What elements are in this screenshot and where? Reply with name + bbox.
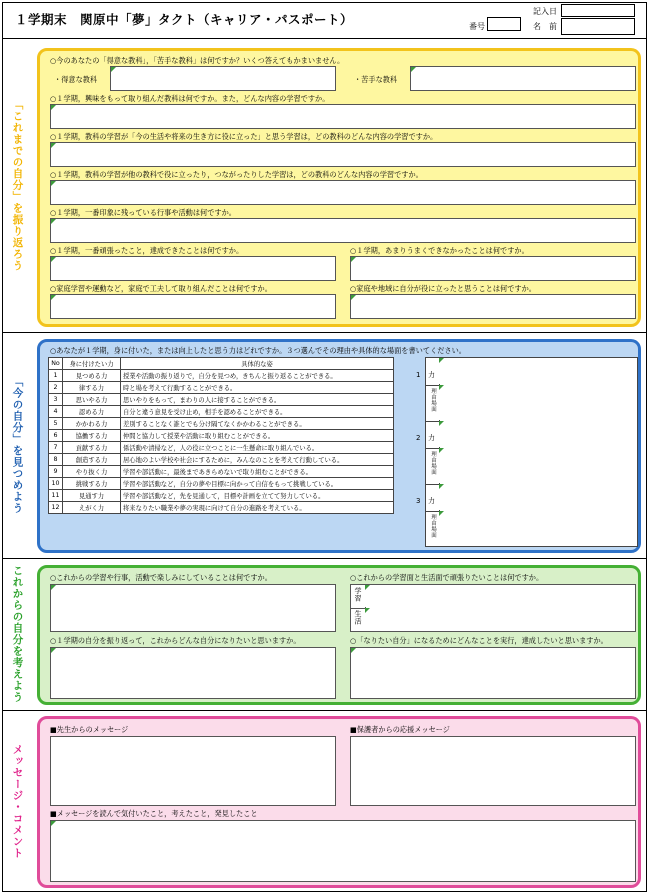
ability-row bbox=[49, 442, 394, 454]
choice-3-power-field[interactable] bbox=[439, 484, 637, 510]
section-present-title: 「今の自分」を見つめよう bbox=[11, 376, 24, 514]
choice-1-power-field[interactable] bbox=[439, 358, 637, 384]
number-field[interactable] bbox=[487, 17, 521, 31]
life-effort-field[interactable] bbox=[365, 608, 635, 631]
study-effort-field[interactable] bbox=[365, 585, 635, 607]
community-answer[interactable] bbox=[350, 294, 636, 319]
ability-number: 9 bbox=[49, 466, 63, 478]
ability-name: やり抜く力 bbox=[63, 466, 121, 478]
choice-1-reason-label: 理由場面 bbox=[430, 388, 436, 412]
ability-description: 時と場を考えて行動することができる。 bbox=[121, 382, 394, 394]
choice-3-reason-label: 理由場面 bbox=[430, 514, 436, 538]
choice-1-power-label: 力 bbox=[428, 371, 435, 379]
ability-number: 6 bbox=[49, 430, 63, 442]
home-answer[interactable] bbox=[50, 294, 336, 319]
not-good-answer[interactable] bbox=[350, 256, 636, 281]
reflection-panel bbox=[37, 48, 641, 327]
useful-answer[interactable] bbox=[50, 142, 636, 167]
q-not-good: ○１学期，あまりうまくできなかったことは何ですか。 bbox=[350, 246, 529, 255]
ability-name: かかわる力 bbox=[63, 418, 121, 430]
reflection-field[interactable] bbox=[50, 820, 636, 882]
ability-number: 4 bbox=[49, 406, 63, 418]
q-useful: ○１学期，教科の学習が「今の生活や将来の生き方に役に立った」と思う学習は，どの教科のどんな内容の学習ですか。 bbox=[50, 132, 438, 141]
good-subject-field[interactable] bbox=[110, 66, 336, 91]
future-answer[interactable] bbox=[50, 584, 336, 632]
ability-description: 授業や活動の振り返りで，自分を見つめ，きちんと振り返ることができる。 bbox=[121, 370, 394, 382]
ability-name: 貢献する力 bbox=[63, 442, 121, 454]
parent-message-label: ■保護者からの応援メッセージ bbox=[350, 725, 450, 734]
ability-row bbox=[49, 502, 394, 514]
ability-description: 学習や部活動など，自分の夢や目標に向かって自信をもって挑戦している。 bbox=[121, 478, 394, 490]
become-answer[interactable] bbox=[50, 647, 336, 699]
teacher-message-field[interactable] bbox=[50, 736, 336, 806]
q-event: ○１学期，一番印象に残っている行事や活動は何ですか。 bbox=[50, 208, 236, 217]
ability-row bbox=[49, 454, 394, 466]
ability-name: えがく力 bbox=[63, 502, 121, 514]
ability-description: 学習や部活動に，最後まであきらめないで取り組むことができる。 bbox=[121, 466, 394, 478]
ability-description: 係活動や清掃など，人の役に立つことに一生懸命に取り組んでいる。 bbox=[121, 442, 394, 454]
good-subject-label: ・得意な教科 bbox=[54, 75, 98, 84]
ability-number: 12 bbox=[49, 502, 63, 514]
ability-name: 協働する力 bbox=[63, 430, 121, 442]
header bbox=[3, 3, 646, 39]
career-passport-sheet bbox=[2, 2, 647, 892]
choice-2-power-field[interactable] bbox=[439, 421, 637, 447]
name-field[interactable] bbox=[561, 18, 635, 35]
ability-row bbox=[49, 430, 394, 442]
choice-3-number: 3 bbox=[416, 497, 421, 505]
ability-row bbox=[49, 418, 394, 430]
ability-number: 11 bbox=[49, 490, 63, 502]
ability-row bbox=[49, 382, 394, 394]
name-label: 名 前 bbox=[533, 22, 557, 31]
ability-number: 1 bbox=[49, 370, 63, 382]
q-subjects: ○今のあなたの「得意な教科」，「苦手な教科」は何ですか？いくつ答えてもかまいません。 bbox=[50, 56, 345, 65]
section-reflection-title: 「これまでの自分」を振り返ろう bbox=[11, 99, 24, 272]
parent-message-field[interactable] bbox=[350, 736, 636, 806]
choice-2-reason-label: 理由場面 bbox=[430, 451, 436, 475]
ability-number: 5 bbox=[49, 418, 63, 430]
ability-name: 認める力 bbox=[63, 406, 121, 418]
bad-subject-label: ・苦手な教科 bbox=[354, 75, 398, 84]
interest-answer[interactable] bbox=[50, 104, 636, 129]
q-abilities: ○あなたが１学期，身に付いた，または向上したと思う力はどれですか。３つ選んでその理由や具体的な場面を書いてください。 bbox=[50, 346, 466, 355]
study-label: 学習 bbox=[354, 587, 362, 602]
q-future: ○これからの学習や行事，活動で楽しみにしていることは何ですか。 bbox=[50, 573, 272, 582]
ability-number: 3 bbox=[49, 394, 63, 406]
section-reflection bbox=[3, 40, 646, 333]
achieve-answer[interactable] bbox=[350, 647, 636, 699]
q-home: ○家庭学習や運動など，家庭で工夫して取り組んだことは何ですか。 bbox=[50, 284, 272, 293]
best-answer[interactable] bbox=[50, 256, 336, 281]
q-connected: ○１学期，教科の学習が他の教科で役に立ったり，つながったりした学習は，どの教科のどんな内容の学習ですか。 bbox=[50, 170, 423, 179]
messages-panel bbox=[37, 716, 641, 888]
choice-3-reason-field[interactable] bbox=[439, 511, 637, 546]
date-field[interactable] bbox=[561, 4, 635, 17]
ability-name: 律する力 bbox=[63, 382, 121, 394]
page-title: １学期末 関原中「夢」タクト（キャリア・パスポート） bbox=[15, 12, 354, 27]
ability-row bbox=[49, 478, 394, 490]
ability-number: 7 bbox=[49, 442, 63, 454]
ability-description: 差別することなく誰とでも分け隔てなくかかわることができる。 bbox=[121, 418, 394, 430]
section-future bbox=[3, 559, 646, 711]
choice-2-power-label: 力 bbox=[428, 434, 435, 442]
connected-answer[interactable] bbox=[50, 180, 636, 205]
section-future-title: これからの自分を考えよう bbox=[11, 565, 24, 703]
q-best: ○１学期，一番頑張ったこと，達成できたことは何ですか。 bbox=[50, 246, 244, 255]
ability-name: 挑戦する力 bbox=[63, 478, 121, 490]
section-messages-title: メッセージ・コメント bbox=[11, 743, 24, 859]
choice-2-reason-field[interactable] bbox=[439, 448, 637, 483]
date-label: 記入日 bbox=[533, 7, 557, 16]
q-achieve: ○「なりたい自分」になるためにどんなことを実行，達成したいと思いますか。 bbox=[350, 636, 608, 645]
col-ability: 身に付けたい力 bbox=[63, 358, 121, 370]
section-messages bbox=[3, 711, 646, 891]
col-description: 具体的な姿 bbox=[121, 358, 394, 370]
q-interest: ○１学期，興味をもって取り組んだ教科は何ですか。また，どんな内容の学習ですか。 bbox=[50, 94, 330, 103]
ability-name: 思いやる力 bbox=[63, 394, 121, 406]
ability-row bbox=[49, 370, 394, 382]
ability-row bbox=[49, 394, 394, 406]
ability-description: 思いやりをもって，まわりの人に接することができる。 bbox=[121, 394, 394, 406]
ability-row bbox=[49, 466, 394, 478]
ability-row bbox=[49, 406, 394, 418]
event-answer[interactable] bbox=[50, 218, 636, 243]
present-panel bbox=[37, 339, 641, 553]
future-panel bbox=[37, 565, 641, 705]
col-no: No bbox=[49, 358, 63, 370]
ability-description: 自分と違う意見を受け止め，相手を認めることができる。 bbox=[121, 406, 394, 418]
q-effort: ○これからの学習面と生活面で頑張りたいことは何ですか。 bbox=[350, 573, 544, 582]
ability-description: 仲間と協力して授業や活動に取り組むことができる。 bbox=[121, 430, 394, 442]
choice-1-number: 1 bbox=[416, 371, 421, 379]
q-community: ○家庭や地域に自分が役に立ったと思うことは何ですか。 bbox=[350, 284, 536, 293]
choice-1-reason-field[interactable] bbox=[439, 385, 637, 420]
bad-subject-field[interactable] bbox=[410, 66, 636, 91]
teacher-message-label: ■先生からのメッセージ bbox=[50, 725, 129, 734]
reflection-label: ■メッセージを読んで気付いたこと，考えたこと，発見したこと bbox=[50, 809, 258, 818]
ability-row bbox=[49, 490, 394, 502]
ability-name: 創造する力 bbox=[63, 454, 121, 466]
section-present bbox=[3, 333, 646, 559]
ability-name: 見つめる力 bbox=[63, 370, 121, 382]
q-become: ○１学期の自分を振り返って，これからどんな自分になりたいと思いますか。 bbox=[50, 636, 301, 645]
ability-description: 将来なりたい職業や夢の実現に向けて自分の進路を考えている。 bbox=[121, 502, 394, 514]
ability-description: 学習や部活動など，先を見通して，目標や計画を立てて努力している。 bbox=[121, 490, 394, 502]
ability-number: 2 bbox=[49, 382, 63, 394]
ability-description: 居心地のよい学校や社会にするために，みんなのことを考えて行動している。 bbox=[121, 454, 394, 466]
choice-3-power-label: 力 bbox=[428, 497, 435, 505]
number-label: 番号 bbox=[469, 22, 485, 31]
ability-name: 見通す力 bbox=[63, 490, 121, 502]
ability-number: 8 bbox=[49, 454, 63, 466]
ability-number: 10 bbox=[49, 478, 63, 490]
choice-2-number: 2 bbox=[416, 434, 421, 442]
life-label: 生活 bbox=[354, 610, 362, 625]
abilities-table bbox=[48, 357, 394, 514]
